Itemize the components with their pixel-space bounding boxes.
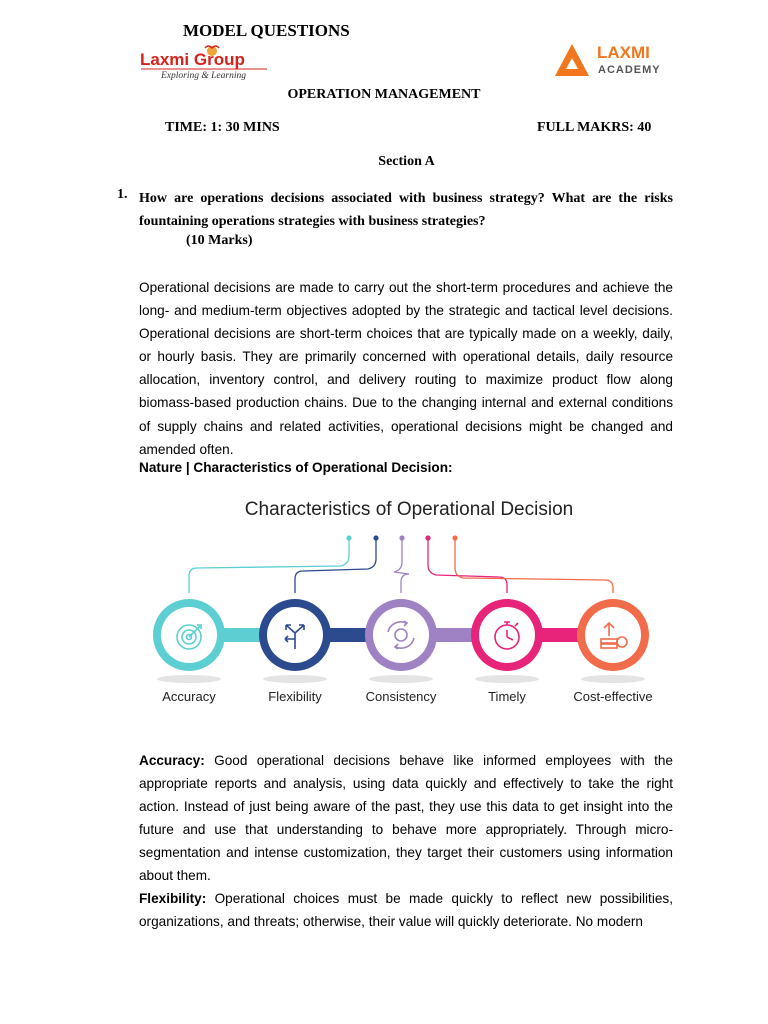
figure-title: Characteristics of Operational Decision	[244, 499, 574, 520]
accuracy-label: Accuracy:	[139, 753, 205, 768]
connector-bar	[433, 628, 475, 642]
lead-line	[189, 540, 349, 593]
connector-bar	[221, 628, 263, 642]
laxmi-academy-logo	[552, 41, 676, 79]
circle-shadow	[475, 675, 539, 683]
section-heading: Section A	[378, 154, 435, 169]
accuracy-text: Good operational decisions behave like informed employees with the appropriate reports and analysis, using data quickly and effectively to take the right action. Instead of just being aware of the past, they use this data to get insight into the future and use that understanding to behave more appropriately. Through micro-segmentation and intense customization, they target their customers using information about them.	[139, 753, 673, 884]
lead-dot	[452, 535, 457, 540]
label-consistency: Consistency	[365, 689, 437, 704]
circle-inner-cost-effective	[585, 607, 641, 663]
circle-shadow	[581, 675, 645, 683]
lead-line	[428, 540, 507, 593]
characteristics-figure	[139, 490, 679, 715]
label-cost-effective: Cost-effective	[573, 689, 653, 704]
lead-line	[455, 540, 613, 593]
academy-sub-name: ACADEMY	[598, 64, 661, 76]
circle-shadow	[369, 675, 433, 683]
label-flexibility: Flexibility	[268, 689, 322, 704]
flexibility-paragraph	[139, 887, 673, 933]
lead-dot	[346, 535, 351, 540]
label-accuracy: Accuracy	[162, 689, 216, 704]
exam-time: TIME: 1: 30 MINS	[165, 120, 280, 135]
flexibility-text: Operational choices must be made quickly to reflect new possibilities, organizations, and threats; otherwise, their value will quickly deteriorate. No modern	[139, 891, 673, 930]
document-title: MODEL QUESTIONS	[183, 21, 350, 40]
nature-heading: Nature | Characteristics of Operational Decision:	[139, 460, 453, 475]
circle-shadow	[157, 675, 221, 683]
connector-bar	[539, 628, 581, 642]
circle-shadow	[263, 675, 327, 683]
lead-dot	[425, 535, 430, 540]
question-number: 1.	[117, 187, 128, 202]
logo-tagline: Exploring & Learning	[161, 71, 246, 81]
flexibility-label: Flexibility:	[139, 891, 207, 906]
intro-paragraph: Operational decisions are made to carry out the short-term procedures and achieve the long- and medium-term objectives adopted by the strategic and tactical level decisions. Operational decisions are short-term choices that are typically made on a weekly, daily, or hourly basis. They are primarily concerned with operational details, daily resource allocation, inventory control, and delivery routing to maximize product flow along biomass-based production chains. Due to the changing internal and external conditions of supply chains and related activities, operational decisions might be changed and amended often.	[139, 280, 673, 457]
accuracy-paragraph	[139, 749, 673, 888]
question-marks: (10 Marks)	[186, 233, 253, 248]
triangle-emblem-icon	[555, 44, 589, 76]
subject-heading: OPERATION MANAGEMENT	[287, 87, 481, 102]
logo-brand-name: Laxmi Group	[140, 50, 245, 69]
academy-brand-name: LAXMI	[597, 43, 650, 62]
label-timely: Timely	[488, 689, 526, 704]
connector-bar	[327, 628, 369, 642]
circle-inner-consistency	[373, 607, 429, 663]
laxmi-group-logo	[139, 45, 269, 85]
lead-line	[394, 540, 409, 593]
full-marks: FULL MAKRS: 40	[537, 120, 652, 135]
lead-dot	[399, 535, 404, 540]
lead-dot	[373, 535, 378, 540]
question-text: How are operations decisions associated with business strategy? What are the risks fountaining operations strategies with business strategies?	[139, 191, 673, 229]
